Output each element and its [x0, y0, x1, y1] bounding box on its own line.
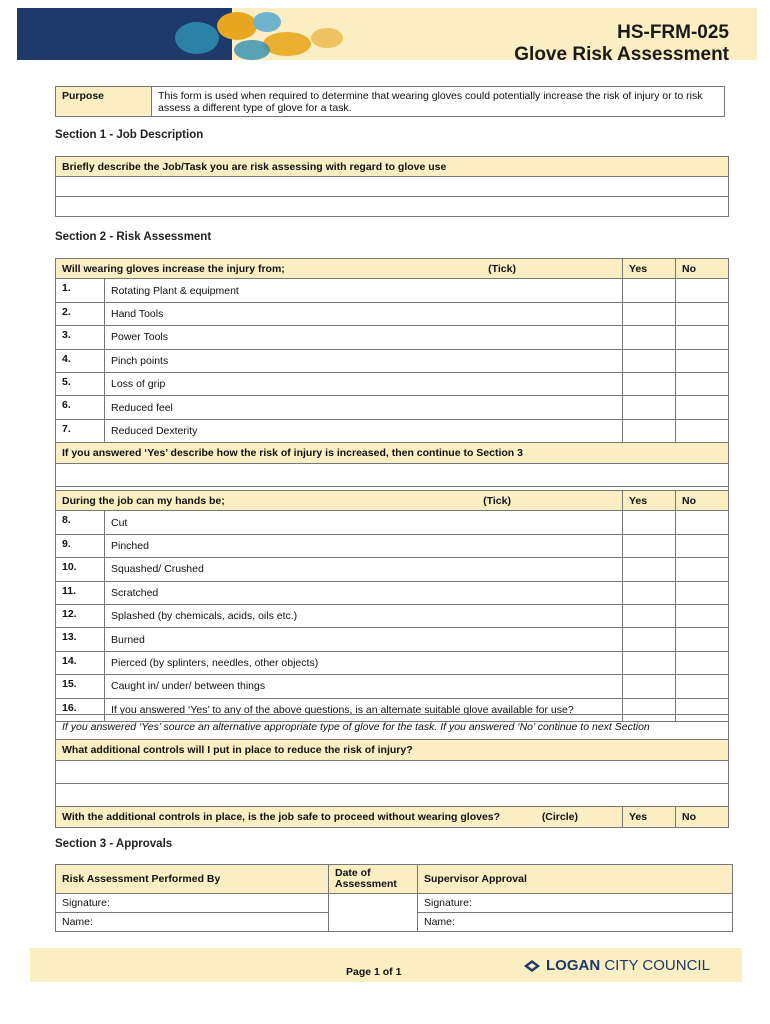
item-number: 10.: [56, 558, 105, 581]
job-description-line-2[interactable]: [56, 197, 729, 217]
item-number: 16.: [56, 698, 105, 721]
alternative-controls-table: [55, 714, 729, 828]
no-tick-box[interactable]: [676, 302, 729, 325]
item-text: Squashed/ Crushed: [105, 558, 623, 581]
controls-line-2[interactable]: [56, 784, 729, 807]
assessment-date-field[interactable]: [329, 894, 418, 932]
no-tick-box[interactable]: [676, 349, 729, 372]
hands-tick-label: (Tick): [483, 494, 511, 507]
injury-yes-header: Yes: [623, 259, 676, 279]
hands-no-header: No: [676, 491, 729, 511]
job-description-table: [55, 156, 729, 217]
performer-name-field[interactable]: Name:: [56, 913, 329, 932]
yes-tick-box[interactable]: [623, 419, 676, 442]
item-number: 15.: [56, 675, 105, 698]
item-text: Hand Tools: [105, 302, 623, 325]
yes-tick-box[interactable]: [623, 279, 676, 302]
council-logo: [522, 957, 710, 974]
no-tick-box[interactable]: [676, 326, 729, 349]
no-tick-box[interactable]: [676, 675, 729, 698]
logo-text-rest: CITY COUNCIL: [600, 957, 710, 974]
no-tick-box[interactable]: [676, 651, 729, 674]
item-text: Pinched: [105, 534, 623, 557]
safe-question: [56, 807, 623, 828]
safe-yes-option[interactable]: Yes: [623, 807, 676, 828]
item-text: Splashed (by chemicals, acids, oils etc.): [105, 604, 623, 627]
yes-tick-box[interactable]: [623, 326, 676, 349]
page-number: Page 1 of 1: [346, 966, 402, 978]
section1-heading: Section 1 - Job Description: [55, 129, 204, 141]
item-number: 8.: [56, 511, 105, 534]
item-number: 1.: [56, 279, 105, 302]
yes-tick-box[interactable]: [623, 511, 676, 534]
injury-tick-label: (Tick): [488, 262, 516, 275]
item-number: 12.: [56, 604, 105, 627]
item-number: 2.: [56, 302, 105, 325]
no-tick-box[interactable]: [676, 604, 729, 627]
item-text: Reduced feel: [105, 396, 623, 419]
item-number: 6.: [56, 396, 105, 419]
no-tick-box[interactable]: [676, 419, 729, 442]
approvals-table: [55, 864, 733, 932]
header-banner: [17, 8, 757, 60]
injury-risk-table: [55, 258, 729, 510]
hands-question: [56, 491, 623, 511]
controls-line-1[interactable]: [56, 761, 729, 784]
job-description-line-1[interactable]: [56, 177, 729, 197]
section2-heading: Section 2 - Risk Assessment: [55, 231, 212, 243]
item-number: 3.: [56, 326, 105, 349]
item-number: 5.: [56, 372, 105, 395]
yes-tick-box[interactable]: [623, 651, 676, 674]
item-number: 7.: [56, 419, 105, 442]
item-text: Reduced Dexterity: [105, 419, 623, 442]
no-tick-box[interactable]: [676, 581, 729, 604]
item-text: Rotating Plant & equipment: [105, 279, 623, 302]
logan-logo-icon: [522, 958, 542, 974]
supervisor-signature-field[interactable]: Signature:: [418, 894, 733, 913]
purpose-text: This form is used when required to determine that wearing gloves could potentially increase the risk of injury or to risk assess a different type of glove for a task.: [152, 87, 725, 117]
supervisor-name-field[interactable]: Name:: [418, 913, 733, 932]
item-text: If you answered ‘Yes’ to any of the above questions, is an alternate suitable glove available for use?: [105, 698, 623, 721]
item-number: 9.: [56, 534, 105, 557]
yes-tick-box[interactable]: [623, 302, 676, 325]
date-header: Date of Assessment: [329, 865, 418, 894]
purpose-table: [55, 86, 725, 117]
circle-label: (Circle): [541, 811, 578, 823]
no-tick-box[interactable]: [676, 372, 729, 395]
injury-question: [56, 259, 623, 279]
form-code: HS-FRM-025: [617, 22, 729, 43]
hands-question-label: During the job can my hands be;: [62, 494, 225, 507]
hands-risk-table: [55, 490, 729, 722]
item-text: Burned: [105, 628, 623, 651]
yes-tick-box[interactable]: [623, 581, 676, 604]
item-text: Pinch points: [105, 349, 623, 372]
no-tick-box[interactable]: [676, 628, 729, 651]
safe-no-option[interactable]: No: [676, 807, 729, 828]
yes-describe-prompt: If you answered ‘Yes’ describe how the risk of injury is increased, then continue to Section 3: [56, 443, 729, 463]
job-description-prompt: Briefly describe the Job/Task you are risk assessing with regard to glove use: [56, 157, 729, 177]
item-text: Pierced (by splinters, needles, other objects): [105, 651, 623, 674]
yes-tick-box[interactable]: [623, 534, 676, 557]
item-text: Cut: [105, 511, 623, 534]
no-tick-box[interactable]: [676, 279, 729, 302]
item-number: 13.: [56, 628, 105, 651]
no-tick-box[interactable]: [676, 396, 729, 419]
no-tick-box[interactable]: [676, 558, 729, 581]
item-text: Loss of grip: [105, 372, 623, 395]
controls-question: What additional controls will I put in place to reduce the risk of injury?: [56, 740, 729, 761]
supervisor-header: Supervisor Approval: [418, 865, 733, 894]
injury-question-label: Will wearing gloves increase the injury from;: [62, 262, 285, 275]
logo-text-bold: LOGAN: [546, 957, 601, 974]
alternative-glove-note: If you answered ‘Yes’ source an alternative appropriate type of glove for the task. If you answered ‘No’ continue to next Section: [56, 715, 729, 740]
yes-tick-box[interactable]: [623, 558, 676, 581]
item-number: 11.: [56, 581, 105, 604]
item-number: 14.: [56, 651, 105, 674]
item-number: 4.: [56, 349, 105, 372]
section3-heading: Section 3 - Approvals: [55, 838, 173, 850]
yes-tick-box[interactable]: [623, 675, 676, 698]
yes-tick-box[interactable]: [623, 628, 676, 651]
no-tick-box[interactable]: [676, 534, 729, 557]
yes-tick-box[interactable]: [623, 372, 676, 395]
describe-line-1[interactable]: [56, 463, 729, 486]
purpose-label: Purpose: [56, 87, 152, 117]
decorative-leaves-icon: [167, 8, 377, 60]
item-text: Caught in/ under/ between things: [105, 675, 623, 698]
performer-signature-field[interactable]: Signature:: [56, 894, 329, 913]
performed-by-header: Risk Assessment Performed By: [56, 865, 329, 894]
yes-tick-box[interactable]: [623, 604, 676, 627]
no-tick-box[interactable]: [676, 511, 729, 534]
injury-no-header: No: [676, 259, 729, 279]
item-text: Power Tools: [105, 326, 623, 349]
form-title: Glove Risk Assessment: [514, 44, 729, 60]
hands-yes-header: Yes: [623, 491, 676, 511]
item-text: Scratched: [105, 581, 623, 604]
safe-question-label: With the additional controls in place, is the job safe to proceed without wearing gloves?: [62, 811, 501, 823]
yes-tick-box[interactable]: [623, 349, 676, 372]
yes-tick-box[interactable]: [623, 396, 676, 419]
